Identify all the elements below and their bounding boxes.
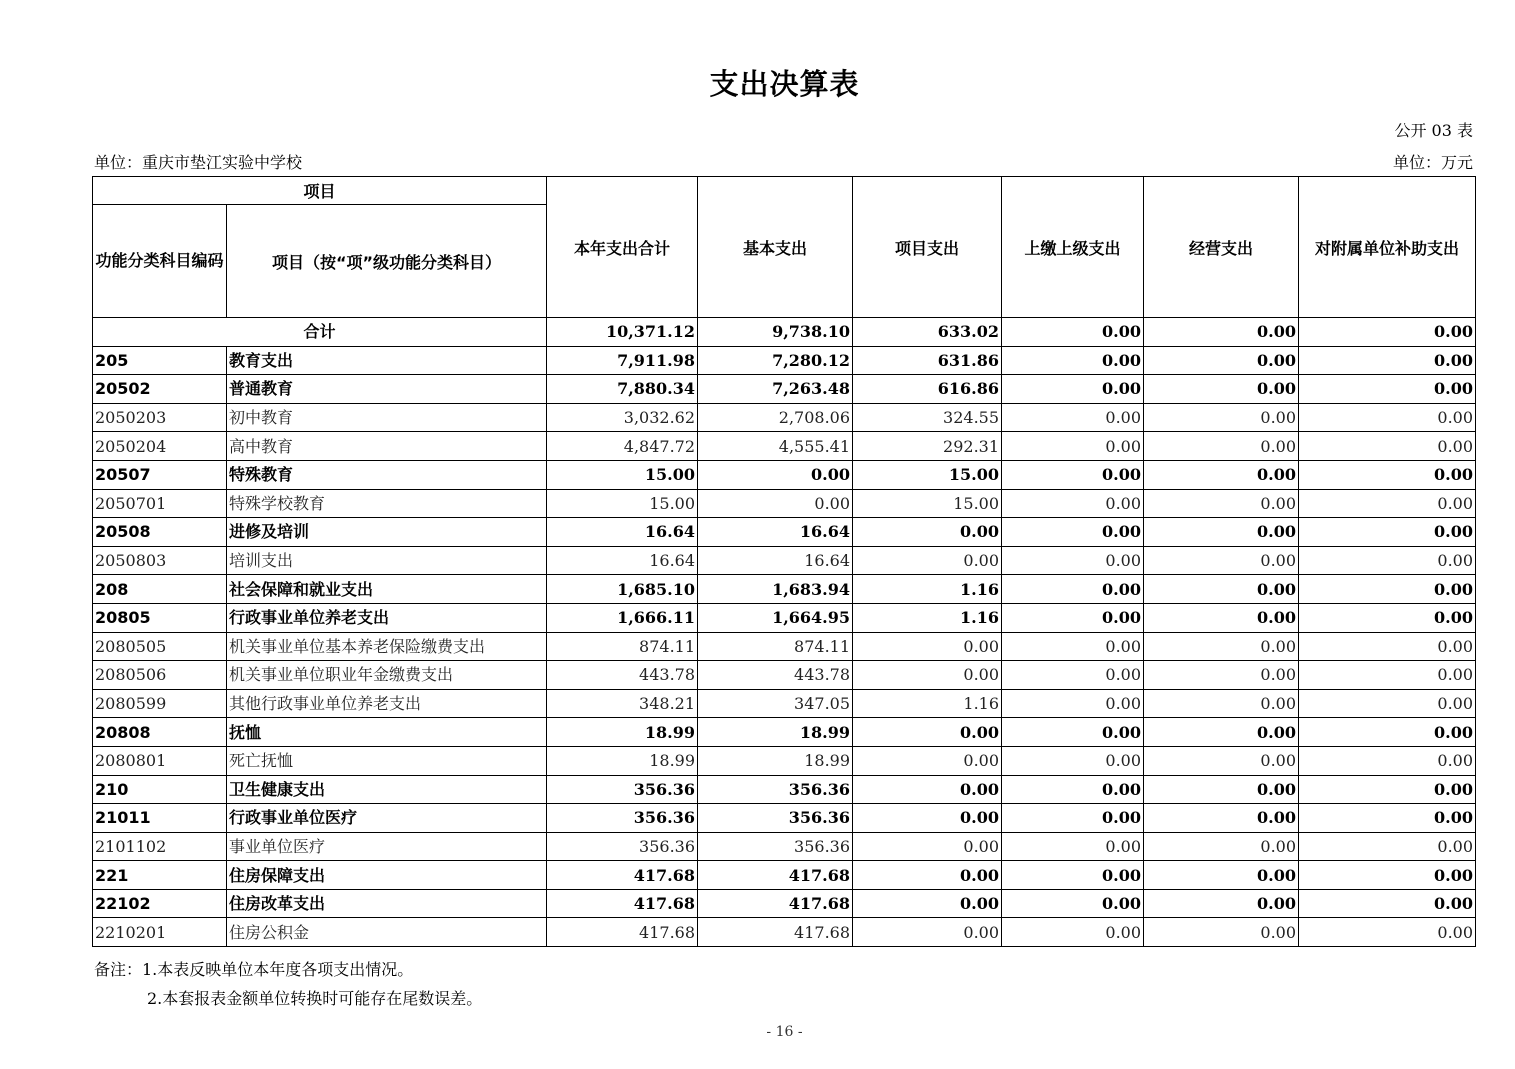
cell-basic: 417.68 <box>698 861 853 890</box>
cell-total: 18.99 <box>547 746 698 775</box>
cell-code: 221 <box>93 861 227 890</box>
cell-code: 2050203 <box>93 403 227 432</box>
table-row <box>93 489 1476 518</box>
cell-business: 0.00 <box>1144 546 1299 575</box>
total-row <box>93 318 1476 347</box>
cell-project: 15.00 <box>853 489 1002 518</box>
header-row-1 <box>93 177 1476 205</box>
cell-code: 20805 <box>93 603 227 632</box>
cell-subsidy: 0.00 <box>1299 889 1476 918</box>
cell-project: 0.00 <box>853 518 1002 547</box>
table-row <box>93 832 1476 861</box>
cell-business: 0.00 <box>1144 346 1299 375</box>
table-body <box>93 318 1476 947</box>
cell-total: 356.36 <box>547 832 698 861</box>
cell-business: 0.00 <box>1144 460 1299 489</box>
cell-basic: 417.68 <box>698 918 853 947</box>
cell-upper: 0.00 <box>1002 489 1144 518</box>
cell-basic: 7,263.48 <box>698 375 853 404</box>
header-total: 本年支出合计 <box>547 177 698 318</box>
cell-basic: 356.36 <box>698 832 853 861</box>
cell-subsidy: 0.00 <box>1299 804 1476 833</box>
cell-project: 0.00 <box>853 661 1002 690</box>
cell-code: 2050701 <box>93 489 227 518</box>
cell-basic: 18.99 <box>698 746 853 775</box>
cell-upper: 0.00 <box>1002 403 1144 432</box>
cell-subsidy: 0.00 <box>1299 832 1476 861</box>
table-row <box>93 375 1476 404</box>
cell-total: 356.36 <box>547 804 698 833</box>
total-total: 10,371.12 <box>547 318 698 347</box>
total-project: 633.02 <box>853 318 1002 347</box>
table-row <box>93 346 1476 375</box>
cell-upper: 0.00 <box>1002 432 1144 461</box>
table-row <box>93 518 1476 547</box>
cell-name: 行政事业单位养老支出 <box>227 603 547 632</box>
cell-business: 0.00 <box>1144 603 1299 632</box>
cell-business: 0.00 <box>1144 718 1299 747</box>
cell-subsidy: 0.00 <box>1299 632 1476 661</box>
cell-code: 2080599 <box>93 689 227 718</box>
expenditure-table <box>92 176 1476 947</box>
header-business: 经营支出 <box>1144 177 1299 318</box>
cell-business: 0.00 <box>1144 889 1299 918</box>
cell-business: 0.00 <box>1144 918 1299 947</box>
cell-subsidy: 0.00 <box>1299 689 1476 718</box>
table-row <box>93 775 1476 804</box>
cell-name: 普通教育 <box>227 375 547 404</box>
cell-name: 高中教育 <box>227 432 547 461</box>
cell-project: 0.00 <box>853 718 1002 747</box>
table-row <box>93 804 1476 833</box>
cell-code: 2080506 <box>93 661 227 690</box>
note-2: 2.本套报表金额单位转换时可能存在尾数误差。 <box>147 989 483 1008</box>
cell-subsidy: 0.00 <box>1299 518 1476 547</box>
table-row <box>93 432 1476 461</box>
currency-unit: 单位：万元 <box>1392 153 1473 172</box>
cell-subsidy: 0.00 <box>1299 432 1476 461</box>
cell-code: 22102 <box>93 889 227 918</box>
cell-project: 0.00 <box>853 918 1002 947</box>
cell-name: 事业单位医疗 <box>227 832 547 861</box>
cell-code: 2210201 <box>93 918 227 947</box>
cell-project: 292.31 <box>853 432 1002 461</box>
cell-business: 0.00 <box>1144 832 1299 861</box>
cell-business: 0.00 <box>1144 575 1299 604</box>
cell-project: 616.86 <box>853 375 1002 404</box>
cell-basic: 4,555.41 <box>698 432 853 461</box>
cell-total: 7,880.34 <box>547 375 698 404</box>
cell-subsidy: 0.00 <box>1299 489 1476 518</box>
table-row <box>93 861 1476 890</box>
cell-code: 2050204 <box>93 432 227 461</box>
cell-name: 死亡抚恤 <box>227 746 547 775</box>
cell-business: 0.00 <box>1144 689 1299 718</box>
cell-subsidy: 0.00 <box>1299 918 1476 947</box>
cell-code: 20502 <box>93 375 227 404</box>
cell-business: 0.00 <box>1144 775 1299 804</box>
total-subsidy: 0.00 <box>1299 318 1476 347</box>
cell-code: 208 <box>93 575 227 604</box>
cell-name: 行政事业单位医疗 <box>227 804 547 833</box>
cell-subsidy: 0.00 <box>1299 861 1476 890</box>
cell-total: 417.68 <box>547 889 698 918</box>
cell-total: 7,911.98 <box>547 346 698 375</box>
cell-subsidy: 0.00 <box>1299 718 1476 747</box>
cell-project: 0.00 <box>853 889 1002 918</box>
cell-business: 0.00 <box>1144 632 1299 661</box>
cell-upper: 0.00 <box>1002 832 1144 861</box>
cell-basic: 0.00 <box>698 460 853 489</box>
cell-total: 15.00 <box>547 460 698 489</box>
cell-project: 0.00 <box>853 804 1002 833</box>
cell-total: 417.68 <box>547 861 698 890</box>
cell-business: 0.00 <box>1144 432 1299 461</box>
table-row <box>93 546 1476 575</box>
cell-upper: 0.00 <box>1002 375 1144 404</box>
cell-subsidy: 0.00 <box>1299 603 1476 632</box>
cell-total: 3,032.62 <box>547 403 698 432</box>
organization-unit: 单位：重庆市垫江实验中学校 <box>94 153 303 172</box>
cell-business: 0.00 <box>1144 489 1299 518</box>
table-row <box>93 603 1476 632</box>
cell-basic: 1,664.95 <box>698 603 853 632</box>
cell-upper: 0.00 <box>1002 603 1144 632</box>
cell-name: 培训支出 <box>227 546 547 575</box>
cell-name: 抚恤 <box>227 718 547 747</box>
header-project: 项目支出 <box>853 177 1002 318</box>
cell-name: 机关事业单位职业年金缴费支出 <box>227 661 547 690</box>
table-row <box>93 718 1476 747</box>
header-name: 项目（按“项”级功能分类科目） <box>227 205 547 318</box>
cell-project: 324.55 <box>853 403 1002 432</box>
cell-subsidy: 0.00 <box>1299 775 1476 804</box>
cell-upper: 0.00 <box>1002 889 1144 918</box>
cell-code: 2101102 <box>93 832 227 861</box>
header-code: 功能分类科目编码 <box>93 205 227 318</box>
cell-name: 住房保障支出 <box>227 861 547 890</box>
cell-total: 348.21 <box>547 689 698 718</box>
cell-upper: 0.00 <box>1002 518 1144 547</box>
cell-name: 社会保障和就业支出 <box>227 575 547 604</box>
cell-basic: 356.36 <box>698 804 853 833</box>
cell-code: 2080505 <box>93 632 227 661</box>
cell-project: 0.00 <box>853 775 1002 804</box>
table-row <box>93 889 1476 918</box>
cell-upper: 0.00 <box>1002 804 1144 833</box>
cell-basic: 18.99 <box>698 718 853 747</box>
cell-upper: 0.00 <box>1002 632 1144 661</box>
cell-business: 0.00 <box>1144 375 1299 404</box>
cell-project: 631.86 <box>853 346 1002 375</box>
total-upper: 0.00 <box>1002 318 1144 347</box>
cell-total: 356.36 <box>547 775 698 804</box>
note-1: 备注：1.本表反映单位本年度各项支出情况。 <box>94 960 414 979</box>
cell-upper: 0.00 <box>1002 546 1144 575</box>
cell-upper: 0.00 <box>1002 746 1144 775</box>
cell-upper: 0.00 <box>1002 861 1144 890</box>
cell-code: 205 <box>93 346 227 375</box>
total-label: 合计 <box>93 318 547 347</box>
cell-name: 机关事业单位基本养老保险缴费支出 <box>227 632 547 661</box>
cell-upper: 0.00 <box>1002 460 1144 489</box>
page-number: - 16 - <box>766 1024 803 1040</box>
cell-total: 16.64 <box>547 546 698 575</box>
header-basic: 基本支出 <box>698 177 853 318</box>
table-row <box>93 403 1476 432</box>
table-row <box>93 918 1476 947</box>
cell-upper: 0.00 <box>1002 575 1144 604</box>
table-row <box>93 632 1476 661</box>
cell-basic: 443.78 <box>698 661 853 690</box>
cell-total: 16.64 <box>547 518 698 547</box>
total-basic: 9,738.10 <box>698 318 853 347</box>
cell-code: 2050803 <box>93 546 227 575</box>
cell-basic: 347.05 <box>698 689 853 718</box>
cell-subsidy: 0.00 <box>1299 375 1476 404</box>
cell-upper: 0.00 <box>1002 346 1144 375</box>
cell-basic: 16.64 <box>698 518 853 547</box>
cell-total: 417.68 <box>547 918 698 947</box>
cell-name: 其他行政事业单位养老支出 <box>227 689 547 718</box>
cell-business: 0.00 <box>1144 746 1299 775</box>
cell-project: 0.00 <box>853 746 1002 775</box>
cell-project: 0.00 <box>853 832 1002 861</box>
header-upper: 上缴上级支出 <box>1002 177 1144 318</box>
notes <box>94 955 482 1013</box>
cell-name: 特殊学校教育 <box>227 489 547 518</box>
cell-basic: 874.11 <box>698 632 853 661</box>
cell-project: 1.16 <box>853 603 1002 632</box>
cell-basic: 1,683.94 <box>698 575 853 604</box>
cell-name: 特殊教育 <box>227 460 547 489</box>
cell-name: 进修及培训 <box>227 518 547 547</box>
cell-code: 20808 <box>93 718 227 747</box>
cell-basic: 417.68 <box>698 889 853 918</box>
cell-name: 教育支出 <box>227 346 547 375</box>
cell-total: 443.78 <box>547 661 698 690</box>
cell-subsidy: 0.00 <box>1299 460 1476 489</box>
cell-subsidy: 0.00 <box>1299 403 1476 432</box>
cell-code: 20507 <box>93 460 227 489</box>
header-subsidy: 对附属单位补助支出 <box>1299 177 1476 318</box>
table-row <box>93 689 1476 718</box>
cell-business: 0.00 <box>1144 804 1299 833</box>
cell-code: 2080801 <box>93 746 227 775</box>
cell-project: 0.00 <box>853 546 1002 575</box>
cell-upper: 0.00 <box>1002 775 1144 804</box>
cell-name: 卫生健康支出 <box>227 775 547 804</box>
cell-business: 0.00 <box>1144 661 1299 690</box>
table-row <box>93 746 1476 775</box>
cell-upper: 0.00 <box>1002 689 1144 718</box>
cell-code: 210 <box>93 775 227 804</box>
cell-name: 住房改革支出 <box>227 889 547 918</box>
cell-basic: 16.64 <box>698 546 853 575</box>
cell-total: 4,847.72 <box>547 432 698 461</box>
table-row <box>93 575 1476 604</box>
cell-subsidy: 0.00 <box>1299 346 1476 375</box>
cell-project: 1.16 <box>853 689 1002 718</box>
cell-project: 1.16 <box>853 575 1002 604</box>
table-row <box>93 661 1476 690</box>
cell-basic: 2,708.06 <box>698 403 853 432</box>
cell-project: 0.00 <box>853 632 1002 661</box>
cell-business: 0.00 <box>1144 518 1299 547</box>
cell-total: 15.00 <box>547 489 698 518</box>
cell-subsidy: 0.00 <box>1299 546 1476 575</box>
cell-upper: 0.00 <box>1002 718 1144 747</box>
cell-total: 18.99 <box>547 718 698 747</box>
header-item-group: 项目 <box>93 177 547 205</box>
cell-name: 初中教育 <box>227 403 547 432</box>
cell-subsidy: 0.00 <box>1299 746 1476 775</box>
cell-basic: 0.00 <box>698 489 853 518</box>
cell-subsidy: 0.00 <box>1299 575 1476 604</box>
form-number: 公开 03 表 <box>1394 121 1473 140</box>
cell-business: 0.00 <box>1144 861 1299 890</box>
cell-total: 1,685.10 <box>547 575 698 604</box>
cell-name: 住房公积金 <box>227 918 547 947</box>
cell-basic: 356.36 <box>698 775 853 804</box>
page-title: 支出决算表 <box>709 67 860 101</box>
cell-business: 0.00 <box>1144 403 1299 432</box>
cell-basic: 7,280.12 <box>698 346 853 375</box>
cell-code: 20508 <box>93 518 227 547</box>
total-business: 0.00 <box>1144 318 1299 347</box>
cell-total: 874.11 <box>547 632 698 661</box>
cell-project: 0.00 <box>853 861 1002 890</box>
cell-upper: 0.00 <box>1002 918 1144 947</box>
table-row <box>93 460 1476 489</box>
cell-upper: 0.00 <box>1002 661 1144 690</box>
cell-project: 15.00 <box>853 460 1002 489</box>
cell-total: 1,666.11 <box>547 603 698 632</box>
cell-subsidy: 0.00 <box>1299 661 1476 690</box>
cell-code: 21011 <box>93 804 227 833</box>
